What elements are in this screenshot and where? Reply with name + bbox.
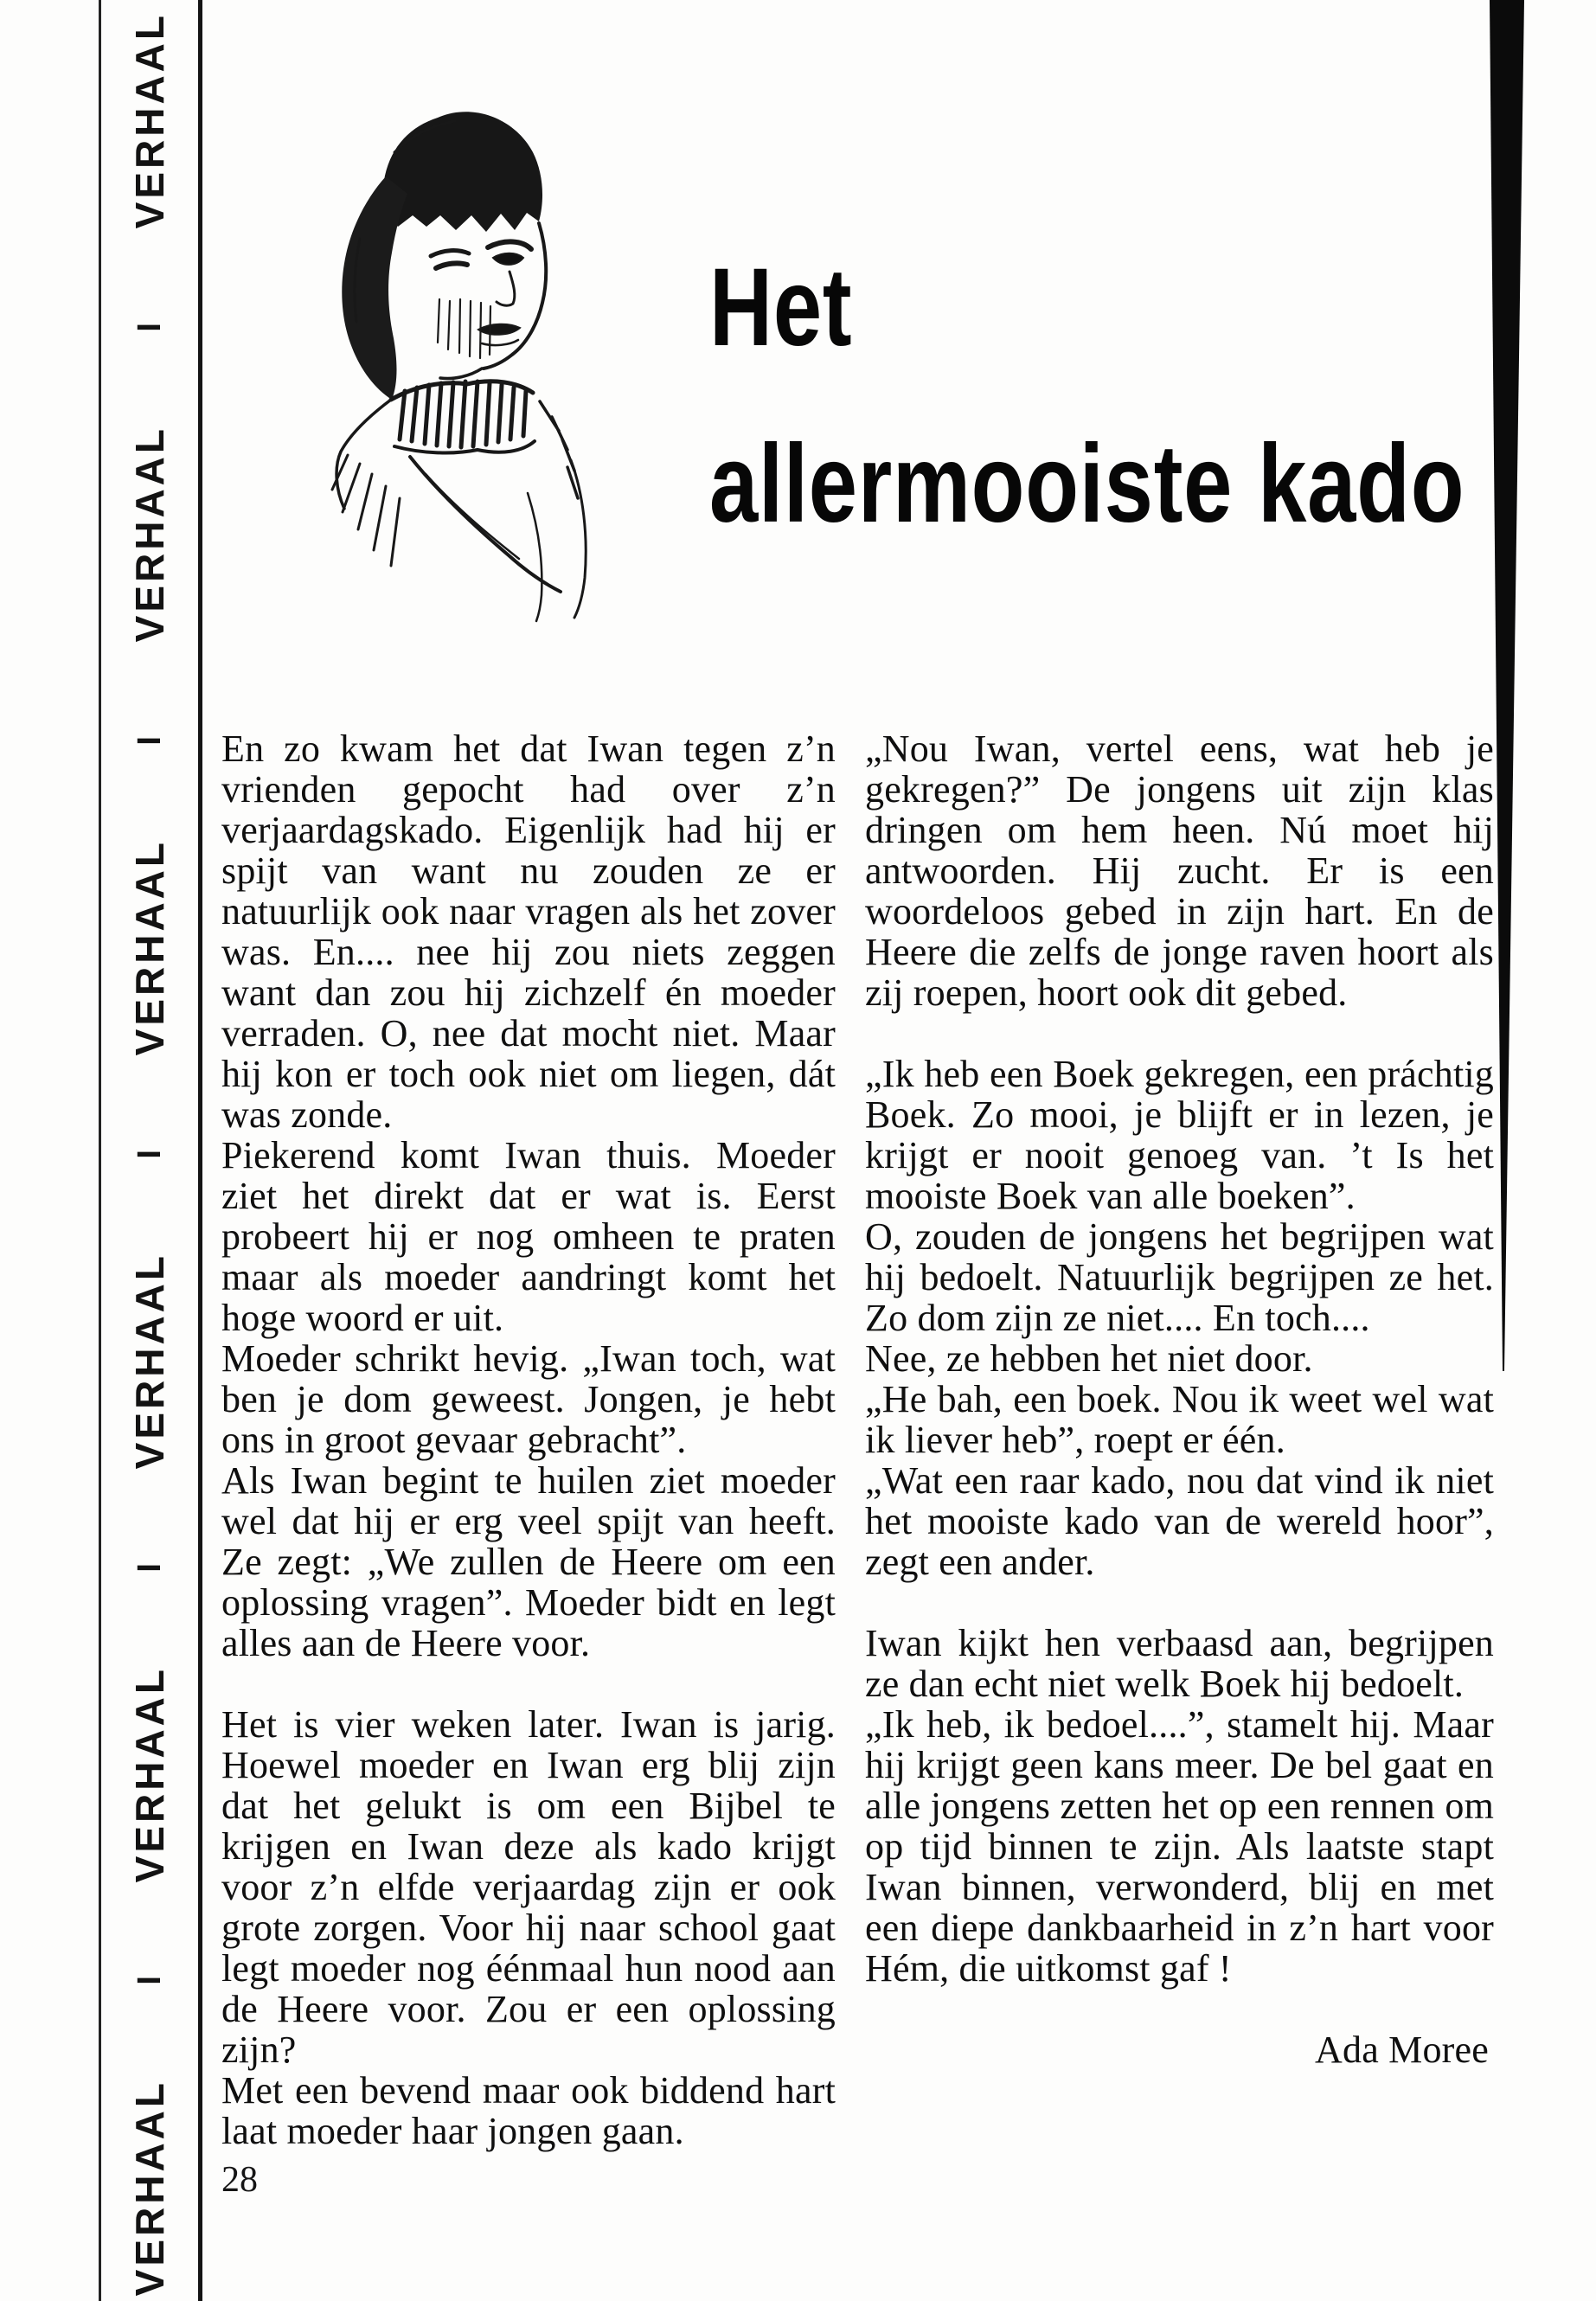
- story-paragraph: Met een bevend maar ook biddend hart laat moeder haar jongen gaan.: [221, 2069, 836, 2152]
- story-paragraph: Iwan kijkt hen verbaasd aan, begrijpen ze dan echt niet welk Boek hij bedoelt.: [865, 1622, 1494, 1705]
- story-paragraph: Het is vier weken later. Iwan is jarig. Hoewel moeder en Iwan erg blij zijn dat het gelukt is om een Bijbel te krijgen en Iwan deze als kado krijgt voor z’n elfde verjaardag zijn er ook grote zorgen. Voor hij naar school gaat legt moeder nog éénmaal hun nood aan de Heere voor. Zou er een oplossing zijn?: [221, 1703, 836, 2071]
- story-paragraph: „Wat een raar kado, nou dat vind ik niet het mooiste kado van de wereld hoor”, zegt een ander.: [865, 1459, 1494, 1583]
- story-paragraph: „Nou Iwan, vertel eens, wat heb je gekregen?” De jongens uit zijn klas dringen om hem heen. Nú moet hij antwoorden. Hij zucht. Er is een woordeloos gebed in zijn hart. En de Heere die zelfs de jonge raven hoort als zij roepen, hoort ook dit gebed.: [865, 727, 1494, 1014]
- story-paragraph: Nee, ze hebben het niet door.: [865, 1337, 1313, 1380]
- sidebar-verhaal-label: VERHAAL: [127, 425, 172, 643]
- page-number: 28: [221, 2160, 258, 2200]
- story-paragraph: „Ik heb, ik bedoel....”, stamelt hij. Maar hij krijgt geen kans meer. De bel gaat en alle jongens zetten het op een rennen om op tijd binnen te zijn. Als laatste stapt Iwan binnen, verwonderd, blij en met een diepe dankbaarheid in z’n hart voor Hém, die uitkomst gaf !: [865, 1703, 1494, 1990]
- story-paragraph: Piekerend komt Iwan thuis. Moeder ziet het direkt dat er wat is. Eerst probeert hij er nog omheen te praten maar als moeder aandringt komt het hoge woord er uit.: [221, 1134, 836, 1339]
- sidebar-separator: I: [131, 1149, 168, 1159]
- story-paragraph: „Ik heb een Boek gekregen, een práchtig Boek. Zo mooi, je blijft er in lezen, je krijgt er nooit genoeg van. ’t Is het mooiste Boek van alle boeken”.: [865, 1053, 1494, 1217]
- sidebar-verhaal-strip: [101, 0, 198, 2301]
- story-title-line1: Het: [709, 246, 853, 369]
- author-byline: Ada Moree: [1315, 2029, 1489, 2071]
- sidebar-separator: I: [131, 735, 168, 746]
- story-title-line2: allermooiste kado: [709, 422, 1465, 546]
- boy-portrait-sketch-illustration: [308, 83, 640, 628]
- left-text-column: [221, 728, 836, 2151]
- right-text-column: [865, 728, 1494, 2070]
- sidebar-separator: I: [131, 1562, 168, 1573]
- story-paragraph: O, zouden de jongens het begrijpen wat hij bedoelt. Natuurlijk begrijpen ze het. Zo dom zijn ze niet.... En toch....: [865, 1215, 1494, 1339]
- sidebar-separator: I: [131, 1976, 168, 1986]
- sidebar-verhaal-label: VERHAAL: [127, 1252, 172, 1470]
- sidebar-verhaal-label: VERHAAL: [127, 12, 172, 229]
- story-paragraph: Moeder schrikt hevig. „Iwan toch, wat ben je dom geweest. Jongen, je hebt ons in groot gevaar gebracht”.: [221, 1337, 836, 1461]
- sidebar-verhaal-label: VERHAAL: [127, 838, 172, 1056]
- sidebar-verhaal-label: VERHAAL: [127, 1665, 172, 1882]
- story-paragraph: En zo kwam het dat Iwan tegen z’n vrienden gepocht had over z’n verjaardagskado. Eigenlijk had hij er spijt van want nu zouden ze er natuurlijk ook naar vragen als het zover was. En.... nee hij zou niets zeggen want dan zou hij zichzelf én moeder verraden. O, nee dat mocht niet. Maar hij kon er toch ook niet om liegen, dát was zonde.: [221, 727, 836, 1136]
- sidebar-verhaal-label: VERHAAL: [127, 2079, 172, 2296]
- story-paragraph: Als Iwan begint te huilen ziet moeder wel dat hij er erg veel spijt van heeft. Ze zegt: „We zullen de Heere om een oplossing vragen”. Moeder bidt en legt alles aan de Heere voor.: [221, 1459, 836, 1664]
- story-paragraph: „He bah, een boek. Nou ik weet wel wat ik liever heb”, roept er één.: [865, 1378, 1494, 1461]
- sidebar-right-rule: [198, 0, 202, 2301]
- sidebar-separator: I: [131, 322, 168, 332]
